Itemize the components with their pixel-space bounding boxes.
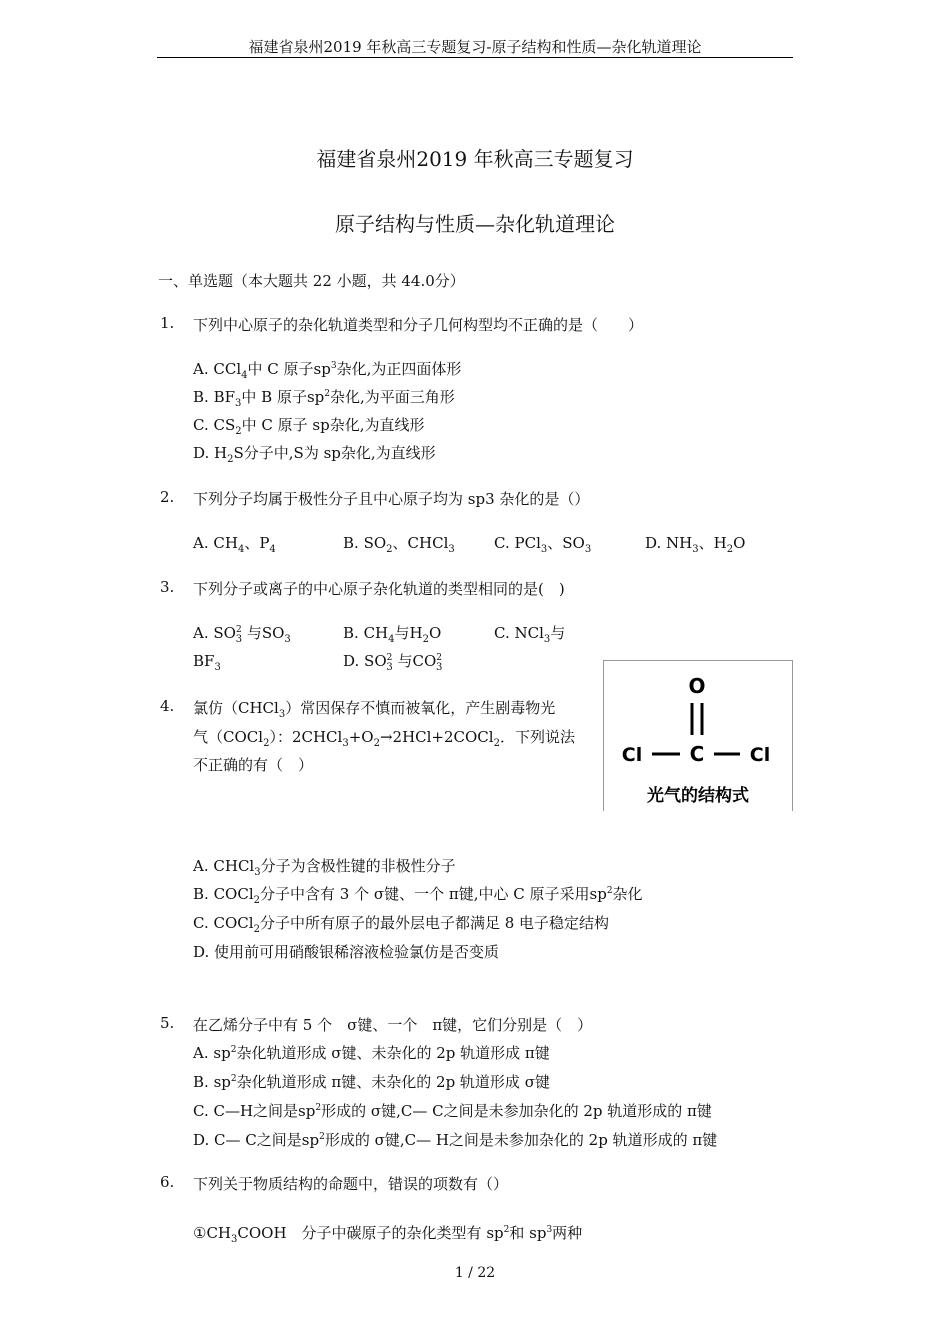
q3-option-d: D. $SO^2_3$ 与$CO^2_3$ (343, 652, 443, 673)
q1-number: 1. (160, 314, 175, 332)
q6-stem: 下列关于物质结构的命题中，错误的项数有（） (193, 1175, 509, 1193)
q5-option-c: C. C—H之间是$sp^2$形成的 σ键,C— C之间是未参加杂化的 2p 轨道形成的 π键 (193, 1102, 712, 1120)
q4-number: 4. (160, 697, 175, 715)
q4-stem-line2: 气（COCl$_2$）：$2CHCl_3+O_2\to 2HCl+2COCl_2$．下列说法 (193, 728, 575, 749)
doc-title-line1: 福建省泉州2019 年秋高三专题复习 (316, 147, 634, 171)
q2-option-d: D. $NH_3$、$H_2O$ (645, 534, 746, 555)
q4-stem-line1: 氯仿（CHCl$_3$）常因保存不慎而被氧化，产生剧毒物光 (193, 699, 556, 720)
q1-option-b: B. $BF_3$中 B 原子$sp^2$杂化,为平面三角形 (193, 388, 455, 409)
q2-stem: 下列分子均属于极性分子且中心原子均为 sp3 杂化的是（） (193, 490, 590, 508)
chlorine-left-label: Cl (621, 744, 643, 766)
q4-option-b: B. COCl$_2$分子中含有 3 个 σ键、一个 π键,中心 C 原子采用$sp^2$杂化 (193, 885, 643, 906)
q4-option-c: C. COCl$_2$分子中所有原子的最外层电子都满足 8 电子稳定结构 (193, 914, 610, 935)
figure-caption: 光气的结构式 (647, 786, 749, 806)
q6-number: 6. (160, 1173, 175, 1191)
q6-item-1: $①CH_3COOH$ 分子中碳原子的杂化类型有 $sp^2$和 $sp^3$两种 (193, 1224, 583, 1245)
q5-stem: 在乙烯分子中有 5 个 σ键、一个 π键，它们分别是（ ） (193, 1016, 593, 1034)
q2-option-c: C. PCl$_3$、$SO_3$ (494, 534, 592, 555)
chlorine-right-label: Cl (749, 744, 771, 766)
phosgene-structure-figure (603, 660, 793, 811)
q5-option-b: B. $sp^2$杂化轨道形成 π键、未杂化的 2p 轨道形成 σ键 (193, 1073, 550, 1091)
q3-option-b: B. $CH_4$与$H_2O$ (343, 624, 442, 645)
q2-option-a: A. $CH_4$、$P_4$ (193, 534, 276, 555)
q4-stem-line3: 不正确的有（ ） (193, 756, 314, 774)
oxygen-atom-label: O (688, 674, 706, 698)
q3-option-a: A. $SO^2_3$ 与$SO_3$ (193, 624, 291, 645)
q3-option-c-cont: $BF_3$ (193, 652, 221, 673)
header-rule (157, 57, 793, 58)
q2-number: 2. (160, 488, 175, 506)
q3-option-c: C. NCl$_3$与 (494, 624, 566, 645)
running-header: 福建省泉州2019 年秋高三专题复习-原子结构和性质—杂化轨道理论 (248, 38, 702, 56)
q1-option-a: A. CCl$_4$中 C 原子$sp^3$杂化,为正四面体形 (193, 360, 462, 381)
q2-option-b: B. $SO_2$、CHCl$_3$ (343, 534, 455, 555)
q4-option-a: A. CHCl$_3$分子为含极性键的非极性分子 (193, 857, 456, 878)
q5-option-d: D. C— C之间是$sp^2$形成的 σ键,C— H之间是未参加杂化的 2p 轨道形成的 π键 (193, 1131, 718, 1149)
q3-stem: 下列分子或离子的中心原子杂化轨道的类型相同的是( ) (193, 580, 565, 598)
q3-number: 3. (160, 578, 175, 596)
q4-option-d: D. 使用前可用硝酸银稀溶液检验氯仿是否变质 (193, 943, 500, 961)
phosgene-structure-svg (604, 661, 792, 811)
carbon-atom-label: C (689, 742, 705, 766)
q1-stem: 下列中心原子的杂化轨道类型和分子几何构型均不正确的是（ ） (193, 316, 644, 334)
q1-option-d: D. $H_2S$分子中,S为 sp杂化,为直线形 (193, 444, 436, 465)
section-heading: 一、单选题（本大题共 22 小题，共 44.0分） (158, 272, 465, 290)
doc-title-line2: 原子结构与性质—杂化轨道理论 (335, 212, 615, 236)
q5-option-a: A. $sp^2$杂化轨道形成 σ键、未杂化的 2p 轨道形成 π键 (193, 1044, 550, 1062)
q1-option-c: C. $CS_2$中 C 原子 sp杂化,为直线形 (193, 416, 425, 437)
q5-number: 5. (160, 1014, 175, 1032)
page-number: 1 / 22 (454, 1265, 496, 1281)
